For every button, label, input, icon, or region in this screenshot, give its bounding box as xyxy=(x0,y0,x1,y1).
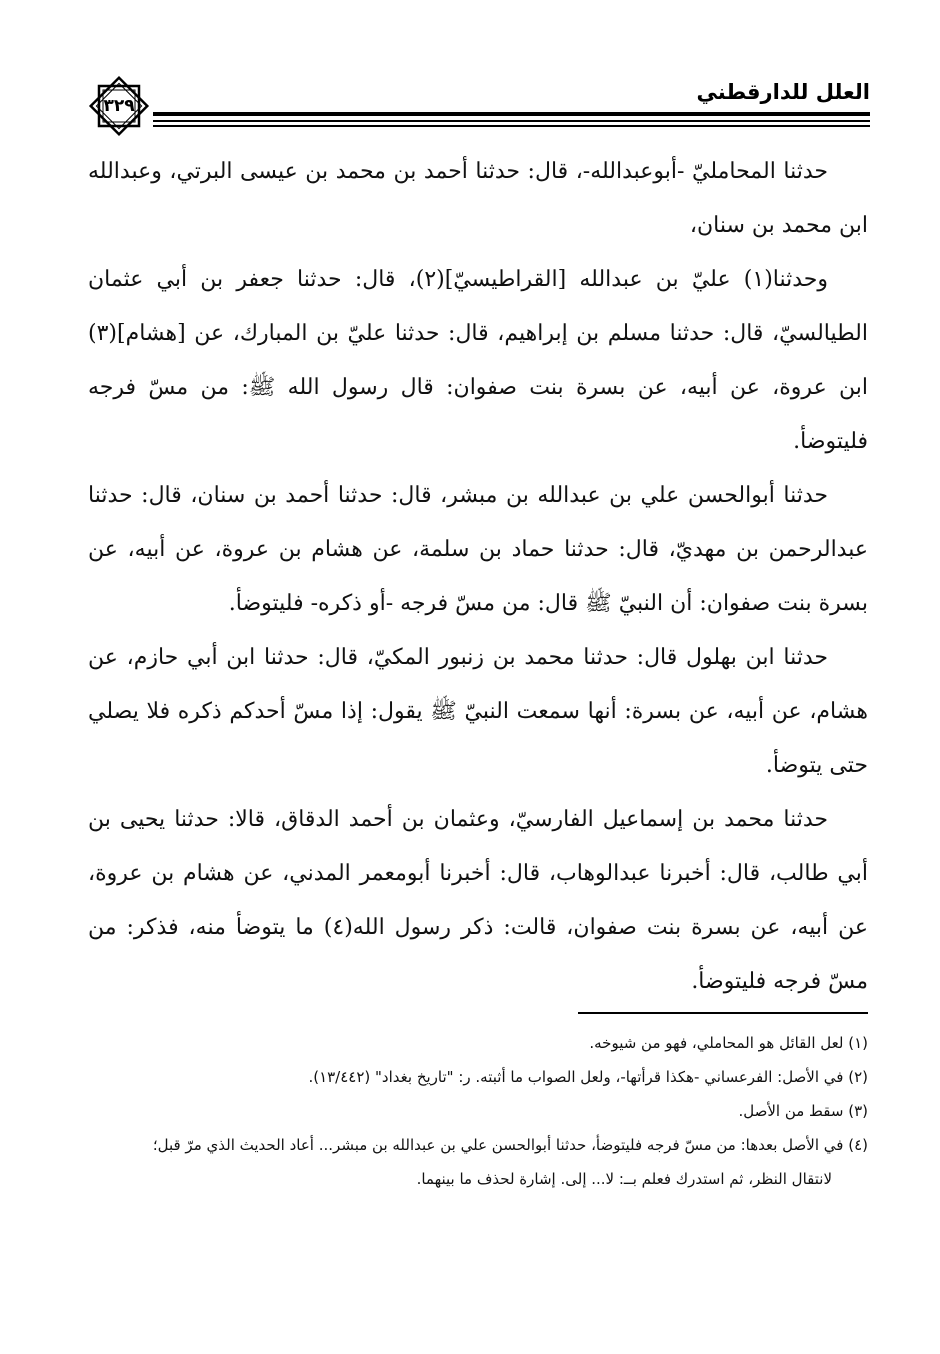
footnote-separator xyxy=(578,1012,868,1014)
footnote: (٤) في الأصل بعدها: من مسّ فرجه فليتوضأ، حدثنا أبوالحسن علي بن عبدالله بن مبشر... أعاد الحديث الذي مرّ قبل؛ xyxy=(152,1136,868,1154)
main-text xyxy=(88,145,868,1009)
footnotes xyxy=(78,1026,868,1196)
page-number: ٣٢٩ xyxy=(103,96,135,116)
paragraph: وحدثنا(١) عليّ بن عبدالله [القراطيسيّ](٢)، قال: حدثنا جعفر بن أبي عثمان الطيالسيّ، قال: حدثنا مسلم بن إبراهيم، قال: حدثنا عليّ بن المبارك، عن [هشام](٣) ابن عروة، عن أبيه، عن بسرة بنت صفوان: قال رسول الله ﷺ: من مسّ فرجه فليتوضأ. xyxy=(88,267,868,454)
paragraph: حدثنا أبوالحسن علي بن عبدالله بن مبشر، قال: حدثنا أحمد بن سنان، قال: حدثنا عبدالرحمن بن مهديّ، قال: حدثنا حماد بن سلمة، عن هشام بن عروة، عن أبيه، عن بسرة بنت صفوان: أن النبيّ ﷺ قال: من مسّ فرجه -أو ذكره- فليتوضأ. xyxy=(88,483,868,616)
footnote-continuation: لانتقال النظر، ثم استدرك فعلم بــ: لا... إلى. إشارة لحذف ما بينهما. xyxy=(416,1170,832,1188)
footnote: (٣) سقط من الأصل. xyxy=(738,1102,868,1120)
header-rule-thin xyxy=(153,125,870,127)
paragraph: حدثنا المحامليّ -أبوعبدالله-، قال: حدثنا أحمد بن محمد بن عيسى البرتي، وعبدالله ابن محمد بن سنان، xyxy=(88,159,868,238)
header-rule-thin xyxy=(153,120,870,122)
header-rule-thick xyxy=(153,112,870,116)
page-number-ornament xyxy=(87,74,151,138)
book-title: العلل للدارقطني xyxy=(696,80,870,104)
paragraph: حدثنا ابن بهلول قال: حدثنا محمد بن زنبور المكيّ، قال: حدثنا ابن أبي حازم، عن هشام، عن أبيه، عن بسرة: أنها سمعت النبيّ ﷺ يقول: إذا مسّ أحدكم ذكره فلا يصلي حتى يتوضأ. xyxy=(88,645,868,778)
footnote: (٢) في الأصل: الفرعساني -هكذا قرأتها-، ولعل الصواب ما أثبته. ر: "تاريخ بغداد" (١٣/٤٤٢). xyxy=(308,1068,868,1086)
page-header xyxy=(85,72,870,142)
footnote: (١) لعل القائل هو المحاملي، فهو من شيوخه. xyxy=(589,1034,868,1052)
paragraph: حدثنا محمد بن إسماعيل الفارسيّ، وعثمان بن أحمد الدقاق، قالا: حدثنا يحيى بن أبي طالب، قال: أخبرنا عبدالوهاب، قال: أخبرنا أبومعمر المدني، عن هشام بن عروة، عن أبيه، عن بسرة بنت صفوان، قالت: ذكر رسول الله(٤) ما يتوضأ منه، فذكر: من مسّ فرجه فليتوضأ. xyxy=(88,807,868,994)
